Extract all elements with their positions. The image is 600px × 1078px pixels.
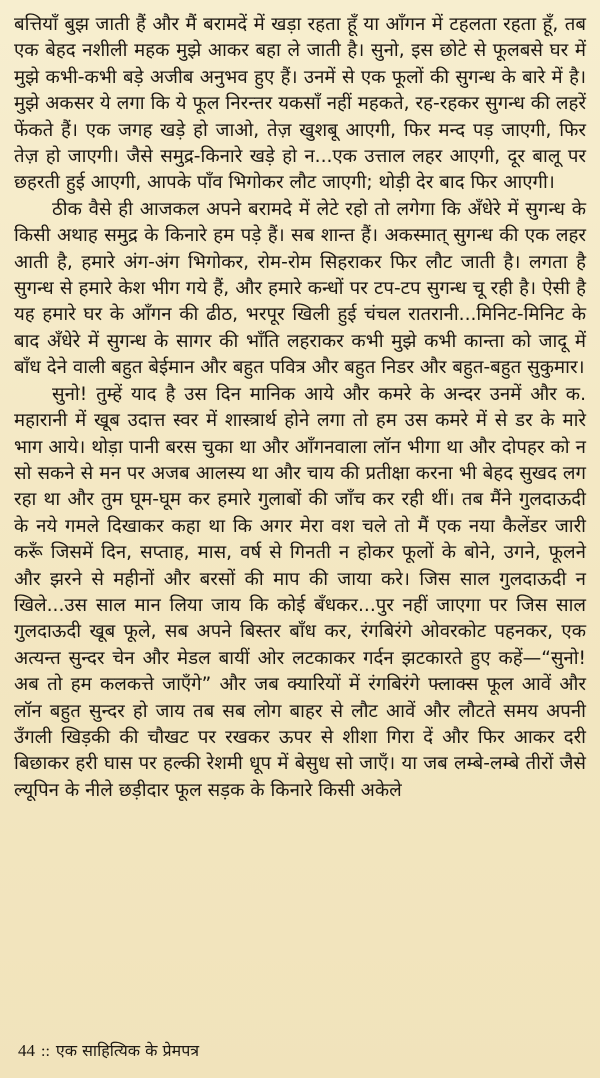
book-title: एक साहित्यिक के प्रेमपत्र — [55, 1041, 200, 1060]
page-footer — [18, 1040, 199, 1063]
paragraph-1: बत्तियाँ बुझ जाती हैं और मैं बरामदें में खड़ा रहता हूँ या आँगन में टहलता रहता हूँ, तब एक बेहद नशीली महक मुझे आकर बहा ले जाती है। सुनो, इस छोटे से फूलबसे घर में मुझे कभी-कभी बड़े अजीब अनुभव हुए हैं। उनमें से एक फूलों की सुगन्ध के बारे में है। मुझे अकसर ये लगा कि ये फूल निरन्तर यकसाँ नहीं महकते, रह-रहकर सुगन्ध की लहरें फेंकते हैं। एक जगह खड़े हो जाओ, तेज़ खुशबू आएगी, फिर मन्द पड़ जाएगी, फिर तेज़ हो जाएगी। जैसे समुद्र-किनारे खड़े हो न...एक उत्ताल लहर आएगी, दूर बालू पर छहरती हुई आएगी, आपके पाँव भिगोकर लौट जाएगी; थोड़ी देर बाद फिर आएगी। — [14, 14, 586, 194]
body-text — [14, 12, 586, 804]
footer-separator: :: — [41, 1043, 50, 1060]
page-number: 44 — [18, 1041, 35, 1060]
paragraph-3: सुनो! तुम्हें याद है उस दिन मानिक आये और कमरे के अन्दर उनमें और क. महारानी में खूब उदात्त स्वर में शास्त्रार्थ होने लगा तो हम उस कमरे में से डर के मारे भाग आये। थोड़ा पानी बरस चुका था और आँगनवाला लॉन भीगा था और दोपहर को न सो सकने से मन पर अजब आलस्य था और चाय की प्रतीक्षा करना भी बेहद सुखद लग रहा था और तुम घूम-घूम कर हमारे गुलाबों की जाँच कर रही थीं। तब मैंने गुलदाऊदी के नये गमले दिखाकर कहा था कि अगर मेरा वश चले तो मैं एक नया कैलेंडर जारी करूँ जिसमें दिन, सप्ताह, मास, वर्ष से गिनती न होकर फूलों के बोने, उगने, फूलने और झरने से महीनों और बरसों की माप की जाया करे। जिस साल गुलदाऊदी न खिले...उस साल मान लिया जाय कि कोई बँधकर...पुर नहीं जाएगा पर जिस साल गुलदाऊदी खूब फूले, सब अपने बिस्तर बाँध कर, रंगबिरंगे ओवरकोट पहनकर, एक अत्यन्त सुन्दर चेन और मेडल बायीं ओर लटकाकर गर्दन झटकारते हुए कहें—“सुनो! अब तो हम कलकत्ते जाएँगे” और जब क्यारियों में रंगबिरंगे फ्लाक्स फूल आवें और लॉन बहुत सुन्दर हो जाय तब सब लोग बाहर से लौट आवें और लौटते समय अपनी उँगली खिड़की की चौखट पर रखकर ऊपर से शीशा गिरा दें और फिर आकर दरी बिछाकर हरी घास पर हल्की रेशमी धूप में बेसुध सो जाएँ। या जब लम्बे-लम्बे तीरों जैसे ल्यूपिन के नीले छड़ीदार फूल सड़क के किनारे किसी अकेले — [14, 383, 586, 801]
paragraph-2: ठीक वैसे ही आजकल अपने बरामदे में लेटे रहो तो लगेगा कि अँधेरे में सुगन्ध के किसी अथाह समुद्र के किनारे हम पड़े हैं। सब शान्त हैं। अकस्मात् सुगन्ध की एक लहर आती है, हमारे अंग-अंग भिगोकर, रोम-रोम सिहराकर फिर लौट जाती है। लगता है सुगन्ध से हमारे केश भीग गये हैं, और हमारे कन्धों पर टप-टप सुगन्ध चू रही है। ऐसी है यह हमारे घर के आँगन की ढीठ, भरपूर खिली हुई चंचल रातरानी...मिनिट-मिनिट के बाद अँधेरे में सुगन्ध के सागर की भाँति लहराकर कभी मुझे कभी कान्ता को जादू में बाँध देने वाली बहुत बेईमान और बहुत पवित्र और बहुत निडर और बहुत-बहुत सुकुमार। — [14, 198, 586, 379]
